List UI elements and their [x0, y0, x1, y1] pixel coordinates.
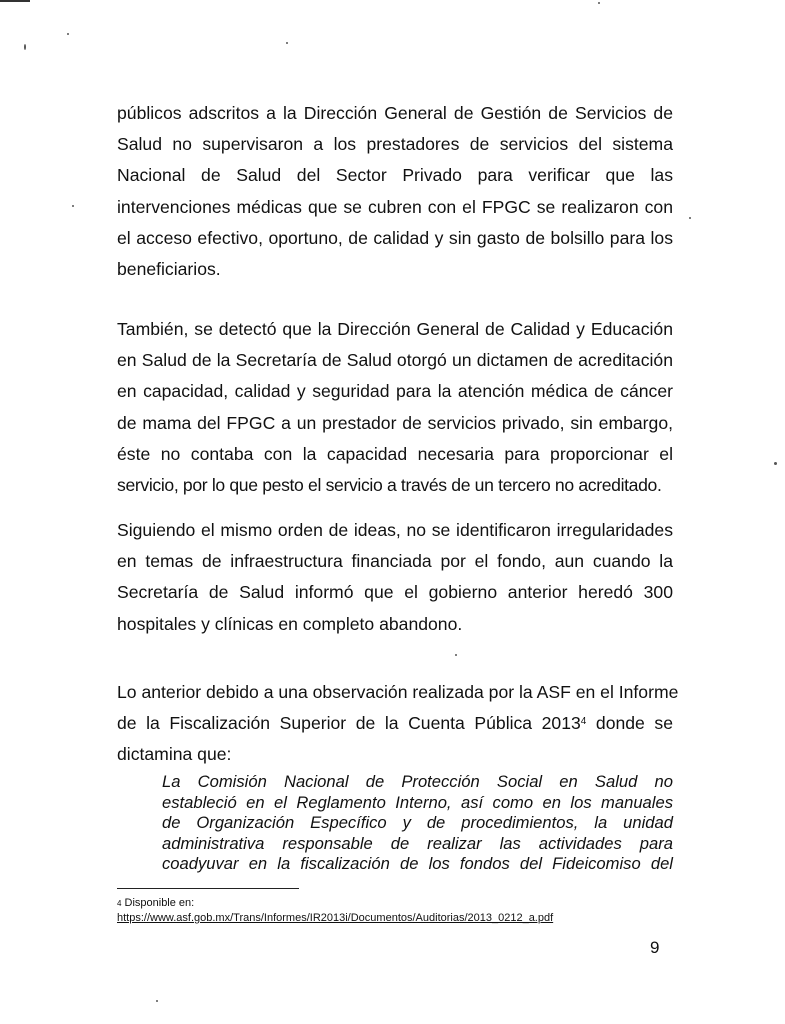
scan-speck [774, 462, 777, 465]
text-line: intervenciones médicas que se cubren con el FPGC se realizaron con [117, 196, 673, 217]
text-line: éste no contaba con la capacidad necesaria para proporcionar el [117, 443, 673, 464]
footnote-divider [117, 888, 299, 889]
text-line: públicos adscritos a la Dirección General de Gestión de Servicios de [117, 103, 673, 123]
text-line: Nacional de Salud del Sector Privado para verificar que las [117, 165, 673, 186]
scan-speck [72, 205, 74, 207]
text-line: de mama del FPGC a un prestador de servicios privado, sin embargo, [117, 412, 673, 433]
quote-line: La Comisión Nacional de Protección Social en Salud no [162, 772, 673, 791]
quote-line: coadyuvar en la fiscalización de los fondos del Fideicomiso del [162, 854, 673, 874]
text-line: También, se detectó que la Dirección General de Calidad y Educación [117, 319, 673, 339]
page-number: 9 [650, 938, 660, 957]
paragraph-3 [117, 515, 673, 640]
paragraph-2 [117, 314, 673, 501]
text-segment: donde se [586, 713, 673, 734]
text-line: Secretaría de Salud informó que el gobierno anterior heredó 300 [117, 582, 673, 603]
text-line: en temas de infraestructura financiada por el fondo, aun cuando la [117, 551, 673, 572]
scan-speck [156, 1000, 158, 1002]
quote-line: de Organización Específico y de procedimientos, la unidad [162, 813, 673, 833]
text-line: en capacidad, calidad y seguridad para la atención médica de cáncer [117, 381, 673, 402]
text-line: el acceso efectivo, oportuno, de calidad y sin gasto de bolsillo para los [117, 227, 673, 248]
block-quote [162, 772, 673, 875]
scan-speck [24, 44, 26, 50]
footnote-label [117, 896, 194, 911]
text-line: hospitales y clínicas en completo abandono. [117, 613, 463, 634]
text-segment: de la Fiscalización Superior de la Cuenta Pública 2013 [117, 713, 581, 734]
text-line-with-footnote [117, 708, 673, 739]
scan-speck [286, 42, 288, 44]
paragraph-1 [117, 98, 673, 285]
scan-speck [598, 2, 600, 4]
scan-speck [689, 217, 691, 219]
quote-line: administrativa responsable de realizar las actividades para [162, 833, 673, 853]
text-line: Lo anterior debido a una observación realizada por la ASF en el Informe [117, 682, 679, 702]
footnote-marker: 4 [117, 899, 122, 908]
text-line: dictamina que: [117, 744, 232, 765]
footnote-text: Disponible en: [121, 897, 195, 909]
footnote-reference[interactable]: 4 [580, 716, 587, 728]
text-line: beneficiarios. [117, 259, 221, 280]
text-line: Salud no supervisaron a los prestadores de servicios del sistema [117, 134, 673, 155]
text-line: en Salud de la Secretaría de Salud otorgó un dictamen de acreditación [117, 350, 673, 371]
scan-speck [67, 33, 69, 35]
scan-speck [455, 654, 457, 656]
paragraph-4 [117, 677, 679, 771]
text-line: Siguiendo el mismo orden de ideas, no se identificaron irregularidades [117, 520, 673, 540]
text-line: servicio, por lo que pesto el servicio a través de un tercero no acreditado. [117, 475, 662, 496]
scan-edge-mark [0, 0, 30, 2]
footnote-url-link[interactable]: https://www.asf.gob.mx/Trans/Informes/IR2013i/Documentos/Auditorias/2013_0212_a.pdf [117, 912, 554, 924]
quote-line: estableció en el Reglamento Interno, así como en los manuales [162, 792, 673, 812]
